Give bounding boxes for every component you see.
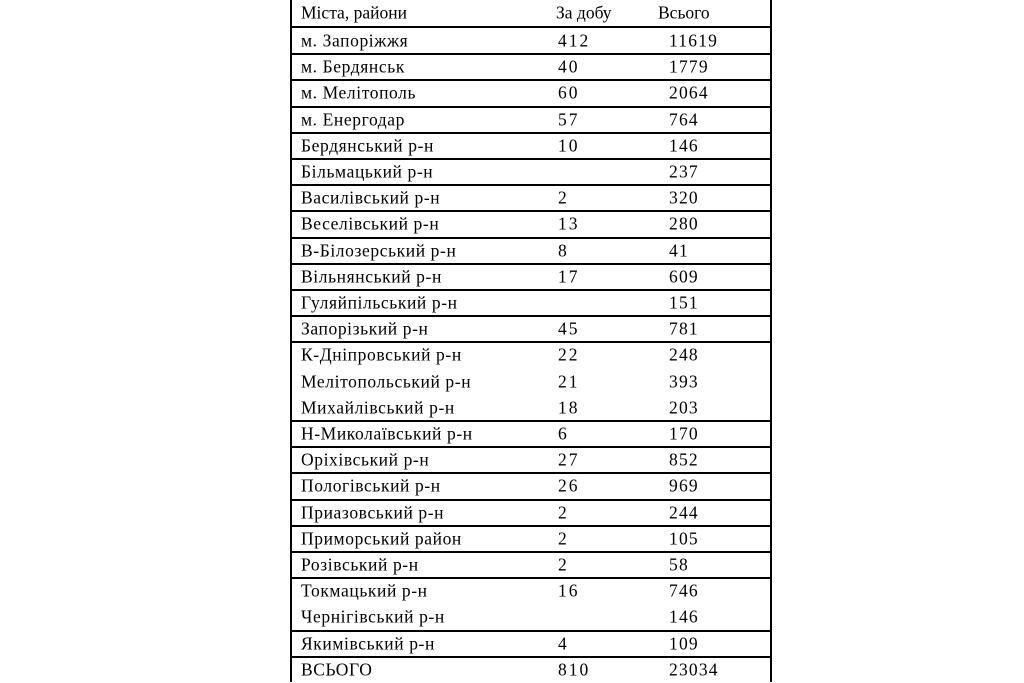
cell-total: 248 [669, 344, 699, 365]
cell-name: Розівський р-н [301, 554, 419, 575]
cell-name: м. Бердянськ [301, 56, 405, 77]
cell-total: 105 [669, 528, 699, 549]
cell-day: 57 [558, 108, 580, 129]
cell-day: 17 [558, 266, 580, 287]
cell-total: 969 [669, 475, 699, 496]
cell-total: 852 [669, 449, 699, 470]
cell-name: Приморський район [301, 528, 462, 549]
cell-name: Мелітопольський р-н [301, 370, 472, 391]
cell-name: Гуляйпільський р-н [301, 292, 458, 313]
cell-name: Якимівський р-н [301, 632, 435, 653]
cell-day: 810 [558, 659, 591, 680]
cell-name: Пологівський р-н [301, 475, 441, 496]
cell-total: 781 [669, 318, 699, 339]
cell-name: Токмацький р-н [301, 580, 428, 601]
table-row [292, 552, 770, 578]
cell-total: 746 [669, 580, 699, 601]
cell-total: 320 [669, 187, 699, 208]
table-row [292, 604, 770, 630]
cell-name: Михайлівський р-н [301, 397, 455, 418]
cell-name: м. Енергодар [301, 108, 406, 129]
table-header-row [292, 0, 770, 28]
cell-total: 170 [669, 423, 699, 444]
cell-day: 21 [558, 370, 580, 391]
cell-day: 16 [558, 580, 580, 601]
header-cities-districts: Міста, райони [301, 2, 407, 23]
cell-day: 60 [558, 82, 580, 103]
row-divider [292, 184, 770, 186]
row-divider [292, 577, 770, 579]
row-divider [292, 289, 770, 291]
table-row [292, 421, 770, 447]
table-row [292, 28, 770, 54]
cell-day: 40 [558, 56, 580, 77]
cell-day: 6 [558, 423, 569, 444]
cell-day: 2 [558, 501, 569, 522]
cell-total: 11619 [669, 30, 719, 51]
row-divider [292, 551, 770, 553]
row-divider [292, 106, 770, 108]
row-divider [292, 237, 770, 239]
cell-day: 10 [558, 135, 580, 156]
cell-day: 13 [558, 213, 580, 234]
cell-day: 22 [558, 344, 580, 365]
table-row [292, 578, 770, 604]
cell-total: 609 [669, 266, 699, 287]
row-divider [292, 420, 770, 422]
cell-name: м. Мелітополь [301, 82, 417, 103]
cell-name: Веселівський р-н [301, 213, 440, 234]
row-divider [292, 656, 770, 658]
table-row [292, 133, 770, 159]
table-row [292, 80, 770, 106]
row-divider [292, 158, 770, 160]
cell-total: 203 [669, 397, 699, 418]
table-row [292, 211, 770, 237]
header-total: Всього [658, 2, 710, 23]
cell-total: 146 [669, 135, 699, 156]
statistics-table [290, 0, 772, 682]
cell-day: 2 [558, 554, 569, 575]
table-row [292, 395, 770, 421]
table-row [292, 107, 770, 133]
table-row [292, 369, 770, 395]
cell-day: 2 [558, 528, 569, 549]
cell-name: Вільнянський р-н [301, 266, 442, 287]
cell-total: 151 [669, 292, 699, 313]
cell-day: 4 [558, 632, 569, 653]
table-row [292, 473, 770, 499]
cell-day: 412 [558, 30, 591, 51]
row-divider [292, 341, 770, 343]
cell-total: 280 [669, 213, 699, 234]
table-row [292, 290, 770, 316]
header-per-day: За добу [556, 2, 612, 23]
table-row [292, 500, 770, 526]
cell-day: 18 [558, 397, 580, 418]
cell-day: 26 [558, 475, 580, 496]
cell-total: 244 [669, 501, 699, 522]
cell-day: 27 [558, 449, 580, 470]
row-divider [292, 315, 770, 317]
row-divider [292, 630, 770, 632]
cell-day: 2 [558, 187, 569, 208]
cell-name: Бердянський р-н [301, 135, 434, 156]
row-divider [292, 263, 770, 265]
table-row [292, 342, 770, 368]
cell-name: Н-Миколаївський р-н [301, 423, 473, 444]
cell-total: 146 [669, 606, 699, 627]
cell-total: 237 [669, 161, 699, 182]
table-row [292, 54, 770, 80]
cell-name: м. Запоріжжя [301, 30, 409, 51]
cell-name: Запорізький р-н [301, 318, 429, 339]
table-row [292, 316, 770, 342]
cell-total: 58 [669, 554, 689, 575]
cell-name: ВСЬОГО [301, 659, 373, 680]
cell-total: 109 [669, 632, 699, 653]
cell-name: К-Дніпровський р-н [301, 344, 462, 365]
row-divider [292, 132, 770, 134]
cell-total: 393 [669, 370, 699, 391]
row-divider [292, 472, 770, 474]
table-row [292, 631, 770, 657]
cell-name: Оріхівський р-н [301, 449, 430, 470]
table-row [292, 185, 770, 211]
row-divider [292, 499, 770, 501]
row-divider [292, 53, 770, 55]
cell-total: 1779 [669, 56, 709, 77]
cell-total: 41 [669, 239, 689, 260]
cell-name: Приазовський р-н [301, 501, 445, 522]
cell-total: 23034 [669, 659, 719, 680]
cell-total: 2064 [669, 82, 709, 103]
cell-total: 764 [669, 108, 699, 129]
table-row [292, 238, 770, 264]
table-row [292, 264, 770, 290]
row-divider [292, 210, 770, 212]
row-divider [292, 79, 770, 81]
row-divider [292, 525, 770, 527]
cell-name: Чернігівський р-н [301, 606, 445, 627]
table-row [292, 657, 770, 683]
cell-day: 8 [558, 239, 569, 260]
row-divider [292, 446, 770, 448]
table-row [292, 447, 770, 473]
cell-name: Василівський р-н [301, 187, 441, 208]
cell-name: В-Білозерський р-н [301, 239, 457, 260]
cell-day: 45 [558, 318, 580, 339]
table-row [292, 159, 770, 185]
table-row [292, 526, 770, 552]
cell-name: Більмацький р-н [301, 161, 434, 182]
